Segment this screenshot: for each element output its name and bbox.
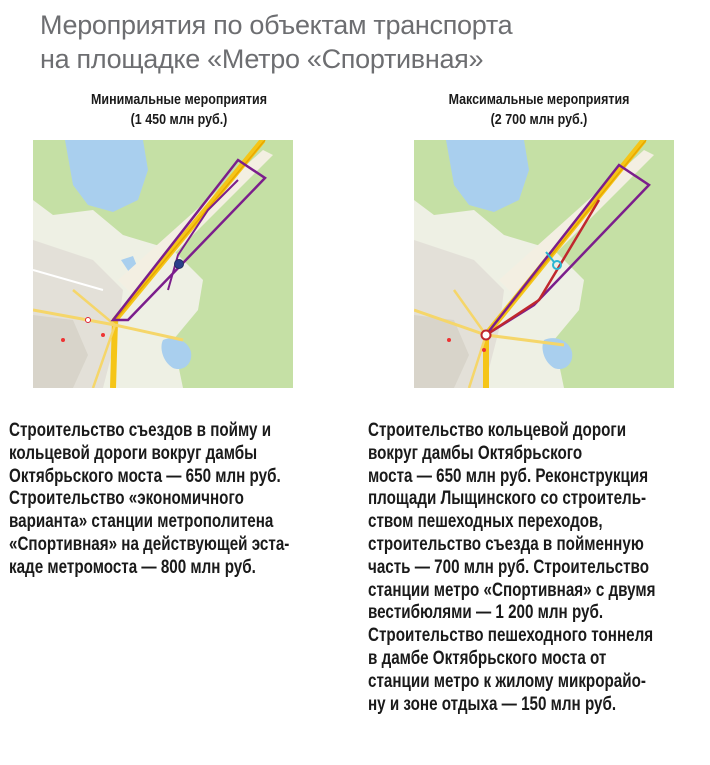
- maximal-desc-line: станции метро к жилому микрорайо-: [368, 670, 646, 692]
- minimal-heading-line-2: (1 450 млн руб.): [130, 112, 228, 128]
- minimal-heading-line-1: Минимальные мероприятия: [91, 92, 267, 108]
- title-line-1: Мероприятия по объектам транспорта: [40, 10, 513, 40]
- maximal-desc-line: вокруг дамбы Октябрьского: [368, 442, 583, 464]
- maximal-desc-line: моста — 650 млн руб. Реконструкция: [368, 465, 649, 487]
- maximal-desc-line: в дамбе Октябрьского моста от: [368, 647, 607, 669]
- minimal-measures-description: [9, 420, 289, 580]
- minimal-desc-line: «Спортивная» на действующей эста-: [9, 533, 290, 555]
- minimal-desc-line: Строительство «экономичного: [9, 488, 244, 510]
- maximal-desc-line: Строительство пешеходного тоннеля: [368, 625, 654, 647]
- minimal-desc-line: Октябрьского моста — 650 млн руб.: [9, 465, 281, 487]
- maximal-map-illustration: [414, 140, 674, 388]
- maximal-desc-line: ну и зоне отдыха — 150 млн руб.: [368, 693, 617, 715]
- maximal-measures-heading: [410, 90, 668, 130]
- maximal-desc-line: ством пешеходных переходов,: [368, 511, 603, 533]
- maximal-desc-line: строительство съезда в пойменную: [368, 533, 644, 555]
- minimal-measures-heading: [50, 90, 308, 130]
- maximal-heading-line-2: (2 700 млн руб.): [490, 112, 588, 128]
- minimal-desc-line: варианта» станции метрополитена: [9, 511, 274, 533]
- minimal-desc-line: кольцевой дороги вокруг дамбы: [9, 442, 258, 464]
- maximal-desc-line: вестибюлями — 1 200 млн руб.: [368, 602, 604, 624]
- page-title: [40, 8, 512, 76]
- maximal-scenario-map: [414, 140, 674, 388]
- minimal-scenario-map: [33, 140, 293, 388]
- maximal-desc-line: площади Лыщинского со строитель-: [368, 488, 647, 510]
- minimal-desc-line: Строительство съездов в пойму и: [9, 420, 272, 441]
- minimal-desc-line: каде метромоста — 800 млн руб.: [9, 556, 256, 578]
- maximal-measures-description: [368, 420, 655, 716]
- maximal-desc-line: Строительство кольцевой дороги: [368, 420, 627, 441]
- title-line-2: на площадке «Метро «Спортивная»: [40, 44, 484, 74]
- maximal-desc-line: станции метро «Спортивная» с двумя: [368, 579, 656, 601]
- minimal-map-illustration: [33, 140, 293, 388]
- maximal-desc-line: часть — 700 млн руб. Строительство: [368, 556, 649, 578]
- maximal-heading-line-1: Максимальные мероприятия: [448, 92, 630, 108]
